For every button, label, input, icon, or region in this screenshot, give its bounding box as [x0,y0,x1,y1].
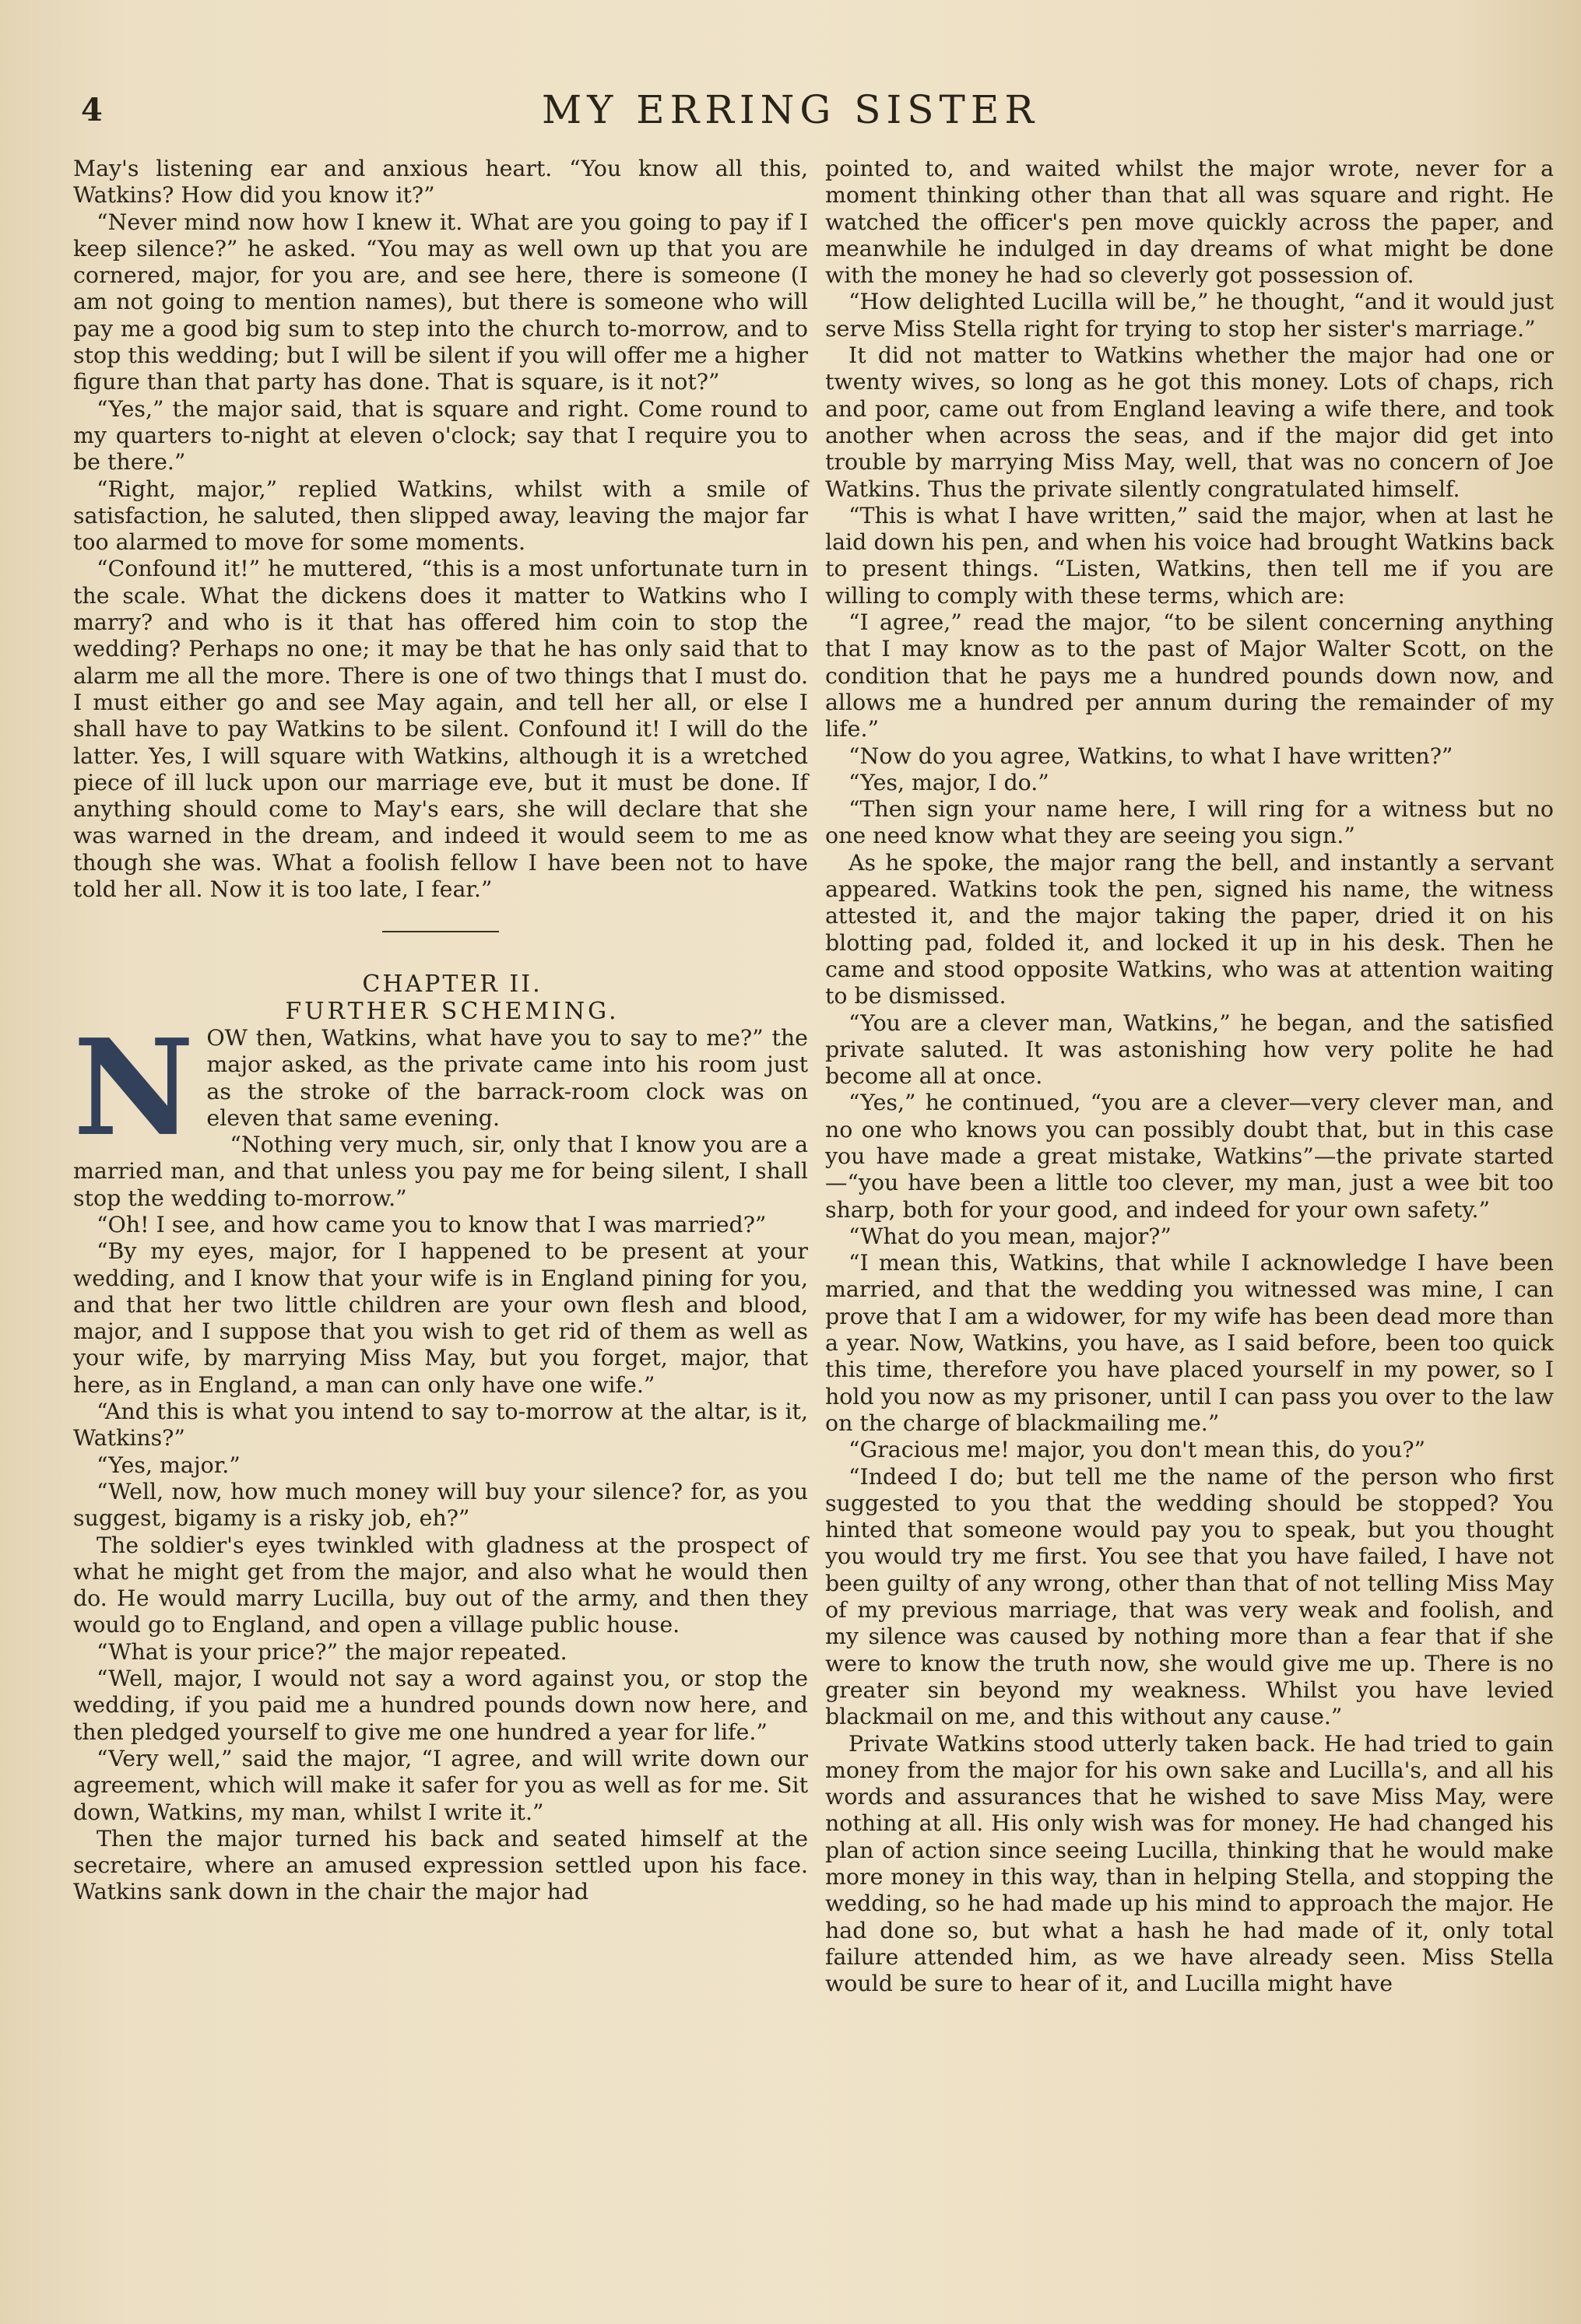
paragraph: “Now do you agree, Watkins, to what I have written?” [848,742,1453,769]
paragraph: “And this is what you intend to say to-morrow at the altar, is it, Watkins?” [73,1399,808,1452]
chapter-number: CHAPTER II. [362,971,543,999]
section-divider [382,931,499,932]
paragraph: “By my eyes, major, for I happened to be present at your wedding, and I know that your wife is in England pining for you, and that her two little children are your own flesh and blood, major, and I suppose that you wish to get rid of them as well as your wife, by marrying Miss May, but you forget, major, that here, as in England, a man can only have one wife.” [73,1238,808,1398]
paragraph: “You are a clever man, Watkins,” he began, and the satisfied private saluted. It was astonishing how very polite he had become all at once. [825,1009,1554,1090]
paragraph: Private Watkins stood utterly taken back. He had tried to gain money from the major for his own sake and Lucilla's, and all his words and assurances that he wished to save Miss May, were nothing at all. His only wish was for money. He had changed his plan of action since seeing Lucilla, thinking that he would make more money in this way, than in helping Stella, and stopping the wedding, so he had made up his mind to approach the major. He had done so, but what a hash he had made of it, only total failure attended him, as we have already seen. Miss Stella would be sure to hear of it, and Lucilla might have [825,1730,1554,1997]
paragraph: pointed to, and waited whilst the major wrote, never for a moment thinking other than that all was square and right. He watched the officer's pen move quickly across the paper, and meanwhile he indulged in day dreams of what might be done with the money he had so cleverly got possession of. [825,156,1554,289]
left-column [73,156,808,1906]
paragraph: As he spoke, the major rang the bell, and instantly a servant appeared. Watkins took the pen, signed his name, the witness attested it, and the major taking the paper, dried it on his blotting pad, folded it, and locked it up in his desk. Then he came and stood opposite Watkins, who was at attention waiting to be dismissed. [825,849,1554,1009]
paragraph: “Very well,” said the major, “I agree, and will write down our agreement, which will make it safer for you as well as for me. Sit down, Watkins, my man, whilst I write it.” [73,1745,808,1825]
paragraph: “Well, now, how much money will buy your silence? for, as you suggest, bigamy is a risky job, eh?” [73,1478,808,1532]
paragraph: “Never mind now how I knew it. What are you going to pay if I keep silence?” he asked. “You may as well own up that you are cornered, major, for you are, and see here, there is someone (I am not going to mention names), but there is someone who will pay me a good big sum to step into the church to-morrow, and to stop this wedding; but I will be silent if you will offer me a higher figure than that party has done. That is square, is it not?” [73,209,808,395]
paragraph: “Oh! I see, and how came you to know that I was married?” [97,1211,767,1237]
right-paragraphs [825,156,1554,1997]
paragraph: “Gracious me! major, you don't mean this, do you?” [848,1437,1426,1463]
page-number: 4 [81,92,103,128]
paragraph: “Well, major, I would not say a word against you, or stop the wedding, if you paid me a hundred pounds down now here, and then pledged yourself to give me one hundred a year for life.” [73,1666,808,1745]
paragraph: “Nothing very much, sir, only that I know you are a married man, and that unless you pay me for being silent, I shall stop the wedding to-morrow.” [73,1132,808,1211]
paragraph: May's listening ear and anxious heart. “You know all this, Watkins? How did you know it?” [73,156,808,209]
left-paragraphs-after [73,1132,808,1906]
paragraph: Then the major turned his back and seated himself at the secretaire, where an amused expression settled upon his face. Watkins sank down in the chair the major had [73,1825,808,1905]
paragraph: “Yes, major.” [97,1452,241,1478]
paragraph: “This is what I have written,” said the major, when at last he laid down his pen, and when his voice had brought Watkins back to present things. “Listen, Watkins, then tell me if you are willing to comply with these terms, which are: [825,502,1554,609]
running-title: MY ERRING SISTER [542,87,1039,132]
chapter-first-paragraph: OW then, Watkins, what have you to say to me?” the major asked, as the private came into his room just as the stroke of the barrack-room clock was on eleven that same evening. [206,1024,808,1131]
paragraph: “Confound it!” he muttered, “this is a most unfortunate turn in the scale. What the dickens does it matter to Watkins who I marry? and who is it that has offered him coin to stop the wedding? Perhaps no one; it may be that he has only said that to alarm me all the more. There is one of two things that I must do. I must either go and see May again, and tell her all, or else I shall have to pay Watkins to be silent. Confound it! I will do the latter. Yes, I will square with Watkins, although it is a wretched piece of ill luck upon our marriage eve, but it must be done. If anything should come to May's ears, she will declare that she was warned in the dream, and indeed it would seem to me as though she was. What a foolish fellow I have been not to have told her all. Now it is too late, I fear.” [73,556,808,903]
paragraph: “Yes,” he continued, “you are a clever—very clever man, and no one who knows you can possibly doubt that, but in this case you have made a great mistake, Watkins”—the private started—“you have been a little too clever, my man, just a wee bit too sharp, both for your good, and indeed for your own safety.” [825,1090,1554,1223]
right-column [825,156,1554,1997]
paragraph: “Right, major,” replied Watkins, whilst with a smile of satisfaction, he saluted, then slipped away, leaving the major far too alarmed to move for some moments. [73,476,808,556]
paragraph: “How delighted Lucilla will be,” he thought, “and it would just serve Miss Stella right for trying to stop her sister's marriage.” [825,289,1554,342]
drop-cap: N [73,1009,195,1166]
paragraph: The soldier's eyes twinkled with gladness at the prospect of what he might get from the major, and also what he would then do. He would marry Lucilla, buy out of the army, and then they would go to England, and open a village public house. [73,1532,808,1638]
paragraph: “Yes,” the major said, that is square and right. Come round to my quarters to-night at eleven o'clock; say that I require you to be there.” [73,395,808,476]
paragraph: “What do you mean, major?” [848,1223,1172,1249]
paragraph: It did not matter to Watkins whether the major had one or twenty wives, so long as he got this money. Lots of chaps, rich and poor, came out from England leaving a wife there, and took another when across the seas, and if the major did get into trouble by marrying Miss May, well, that was no concern of Joe Watkins. Thus the private silently congratulated himself. [825,342,1554,502]
paragraph: “What is your price?” the major repeated. [97,1638,567,1665]
paragraph: “I agree,” read the major, “to be silent concerning anything that I may know as to the past of Major Walter Scott, on the condition that he pays me a hundred pounds down now, and allows me a hundred per annum during the remainder of my life.” [825,609,1554,742]
left-paragraphs-before [73,156,808,903]
page-header [0,84,1581,139]
paragraph: “Yes, major, I do.” [848,769,1049,795]
paragraph: “Indeed I do; but tell me the name of the person who first suggested to you that the wedding should be stopped? You hinted that someone would pay you to speak, but you thought you would try me first. You see that you have failed, I have not been guilty of any wrong, other than that of not telling Miss May of my previous marriage, that was very weak and foolish, and my silence was caused by nothing more than a fear that if she were to know the truth now, she would give me up. There is no greater sin beyond my weakness. Whilst you have levied blackmail on me, and this without any cause.” [825,1463,1554,1730]
paragraph: “Then sign your name here, I will ring for a witness but no one need know what they are seeing you sign.” [825,796,1554,849]
chapter-title: FURTHER SCHEMING. [285,997,620,1025]
paragraph: “I mean this, Watkins, that while I acknowledge I have been married, and that the wedding you witnessed was mine, I can prove that I am a widower, for my wife has been dead more than a year. Now, Watkins, you have, as I said before, been too quick this time, therefore you have placed yourself in my power, so I hold you now as my prisoner, until I can pass you over to the law on the charge of blackmailing me.” [825,1250,1554,1436]
